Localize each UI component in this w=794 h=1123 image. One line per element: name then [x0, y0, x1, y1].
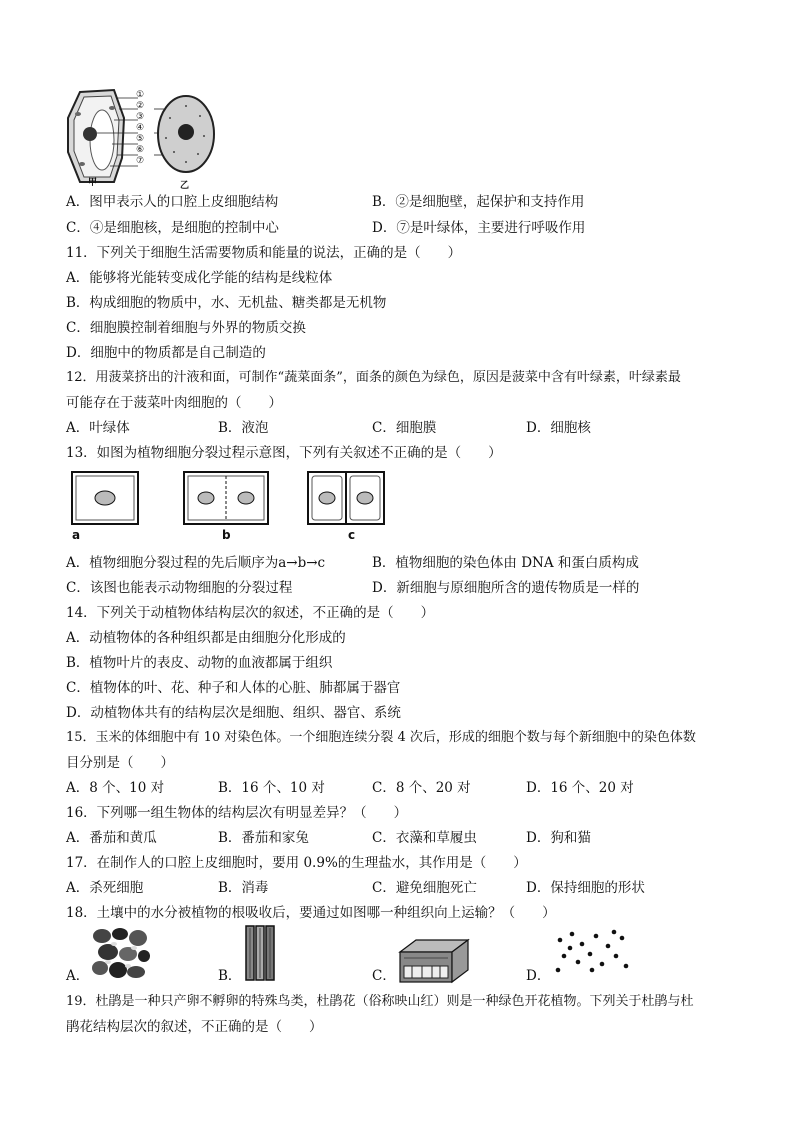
q15-stem-line2: 目分别是（ ） — [66, 755, 174, 771]
q17-option-a: A．杀死细胞 — [66, 880, 144, 896]
q12-option-c: C．细胞膜 — [372, 420, 437, 436]
q17-option-d: D．保持细胞的形状 — [526, 880, 645, 896]
q11-option-b: B．构成细胞的物质中，水、无机盐、糖类都是无机物 — [66, 295, 387, 311]
marker-6: ⑥ — [136, 145, 145, 155]
q12-option-a: A．叶绿体 — [66, 420, 130, 436]
q10-option-a: A．图甲表示人的口腔上皮细胞结构 — [66, 194, 279, 210]
fig-label-jia: 甲 — [88, 178, 98, 188]
marker-4: ④ — [136, 123, 145, 133]
marker-1: ① — [136, 90, 145, 100]
cell-b-nucleus-left — [198, 492, 214, 504]
fig-label-b: b — [222, 528, 231, 542]
q11-option-c: C．细胞膜控制着细胞与外界的物质交换 — [66, 320, 306, 336]
q18-option-c: C． — [372, 968, 396, 984]
q11-stem: 11．下列关于细胞生活需要物质和能量的说法，正确的是（ ） — [66, 245, 462, 261]
q10-option-b: B．②是细胞壁，起保护和支持作用 — [372, 194, 585, 210]
q13-option-c: C．该图也能表示动物细胞的分裂过程 — [66, 580, 293, 596]
q17-option-c: C．避免细胞死亡 — [372, 880, 477, 896]
q10-option-d: D．⑦是叶绿体，主要进行呼吸作用 — [372, 220, 586, 236]
q16-option-a: A．番茄和黄瓜 — [66, 830, 157, 846]
q16-stem: 16．下列哪一组生物体的结构层次有明显差异？（ ） — [66, 805, 408, 821]
q13-cell-division-figure — [66, 470, 396, 532]
q18-stem: 18．土壤中的水分被植物的根吸收后，要通过如图哪一种组织向上运输？（ ） — [66, 905, 556, 921]
q15-stem-line1: 15．玉米的体细胞中有 10 对染色体。一个细胞连续分裂 4 次后，形成的细胞个数与每个新细胞中的染色体数 — [66, 730, 696, 745]
q18-tissue-d-image — [552, 928, 632, 974]
q13-option-a: A．植物细胞分裂过程的先后顺序为a→b→c — [66, 555, 326, 571]
q14-stem: 14．下列关于动植物体结构层次的叙述，不正确的是（ ） — [66, 605, 435, 621]
q18-option-b: B． — [218, 968, 242, 984]
q17-stem: 17．在制作人的口腔上皮细胞时，要用 0.9%的生理盐水，其作用是（ ） — [66, 855, 527, 871]
cell-c-nucleus-left — [319, 492, 335, 504]
q14-option-b: B．植物叶片的表皮、动物的血液都属于组织 — [66, 655, 333, 671]
marker-5: ⑤ — [136, 134, 145, 144]
q14-option-d: D．动植物体共有的结构层次是细胞、组织、器官、系统 — [66, 705, 401, 721]
q10-option-c: C．④是细胞核，是细胞的控制中心 — [66, 220, 279, 236]
cell-c-nucleus-right — [357, 492, 373, 504]
cell-b-nucleus-right — [238, 492, 254, 504]
q19-stem-line2: 鹃花结构层次的叙述，不正确的是（ ） — [66, 1019, 323, 1035]
marker-2: ② — [136, 101, 145, 111]
fig-label-c: c — [348, 528, 356, 542]
q18-tissue-a-image — [90, 926, 152, 980]
q12-option-b: B．液泡 — [218, 420, 269, 436]
q12-option-d: D．细胞核 — [526, 420, 591, 436]
q18-option-d: D． — [526, 968, 551, 984]
fig-label-yi: 乙 — [180, 181, 190, 191]
q18-tissue-b-image — [240, 924, 280, 982]
q11-option-d: D．细胞中的物质都是自己制造的 — [66, 345, 266, 361]
q15-option-d: D．16 个、20 对 — [526, 780, 634, 796]
marker-7: ⑦ — [136, 156, 145, 166]
q16-option-c: C．衣藻和草履虫 — [372, 830, 477, 846]
plant-cell-nucleus — [83, 127, 97, 141]
q14-option-c: C．植物体的叶、花、种子和人体的心脏、肺都属于器官 — [66, 680, 401, 696]
q11-option-a: A．能够将光能转变成化学能的结构是线粒体 — [66, 270, 333, 286]
q18-option-a: A． — [66, 968, 90, 984]
q10-cell-figure — [62, 88, 232, 188]
q10-markers — [136, 90, 144, 167]
q14-option-a: A．动植物体的各种组织都是由细胞分化形成的 — [66, 630, 346, 646]
animal-cell-nucleus — [178, 124, 194, 140]
q15-option-c: C．8 个、20 对 — [372, 780, 471, 796]
q19-stem-line1: 19．杜鹃是一种只产卵不孵卵的特殊鸟类，杜鹃花（俗称映山红）则是一种绿色开花植物。下列关于杜鹃与杜 — [66, 994, 694, 1009]
cell-a-nucleus — [95, 491, 115, 505]
fig-label-a: a — [72, 528, 81, 542]
q15-option-a: A．8 个、10 对 — [66, 780, 165, 796]
q18-tissue-c-image — [396, 938, 470, 986]
q16-option-d: D．狗和猫 — [526, 830, 591, 846]
q13-option-d: D．新细胞与原细胞所含的遗传物质是一样的 — [372, 580, 640, 596]
q12-stem-line1: 12．用菠菜挤出的汁液和面，可制作“蔬菜面条”，面条的颜色为绿色，原因是菠菜中含有叶绿素，叶绿素最 — [66, 370, 681, 385]
q12-stem-line2: 可能存在于菠菜叶肉细胞的（ ） — [66, 395, 282, 411]
q15-option-b: B．16 个、10 对 — [218, 780, 325, 796]
q16-option-b: B．番茄和家兔 — [218, 830, 309, 846]
marker-3: ③ — [136, 112, 145, 122]
q13-option-b: B．植物细胞的染色体由 DNA 和蛋白质构成 — [372, 555, 639, 571]
q17-option-b: B．消毒 — [218, 880, 269, 896]
q13-stem: 13．如图为植物细胞分裂过程示意图，下列有关叙述不正确的是（ ） — [66, 445, 502, 461]
